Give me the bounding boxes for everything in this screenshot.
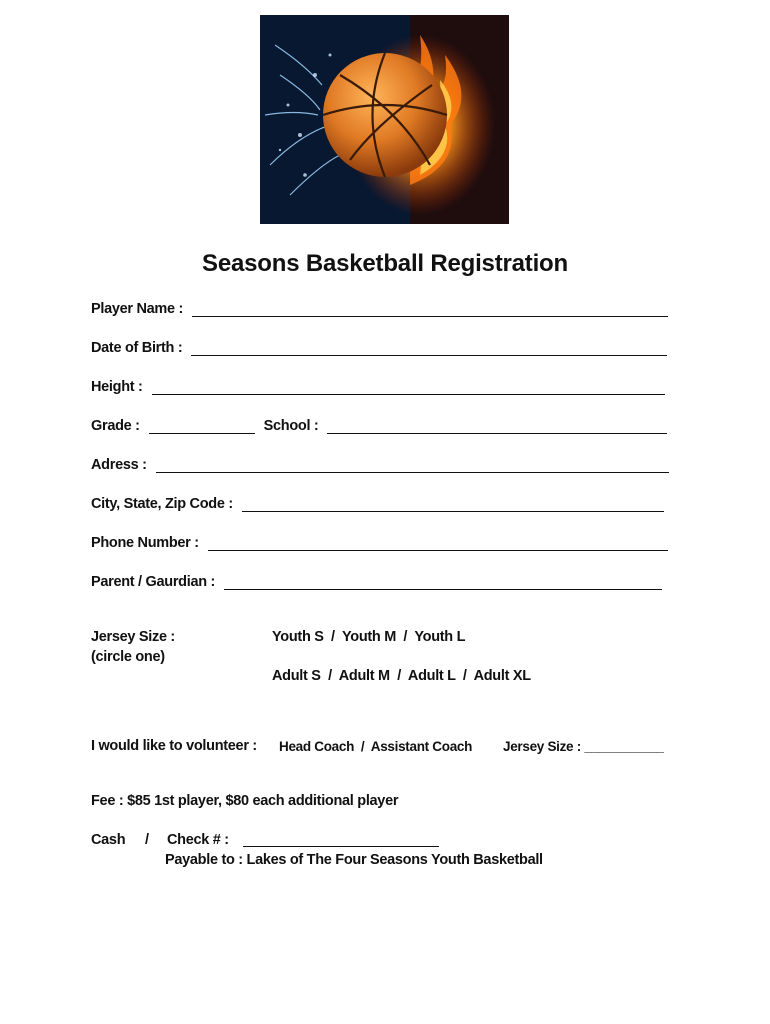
- height-field[interactable]: [152, 380, 665, 395]
- page-title: Seasons Basketball Registration: [202, 250, 568, 277]
- phone-row: [91, 531, 668, 551]
- address-label: Adress :: [91, 457, 147, 473]
- check-label: Check # :: [167, 832, 229, 848]
- parent-field[interactable]: [224, 575, 662, 590]
- city-field[interactable]: [242, 497, 664, 512]
- address-row: [91, 453, 669, 473]
- parent-label: Parent / Gaurdian :: [91, 574, 216, 590]
- address-field[interactable]: [156, 458, 669, 473]
- player-name-row: [91, 297, 668, 317]
- player-name-field[interactable]: [192, 302, 668, 317]
- city-row: [91, 492, 664, 512]
- payable-to-text: Payable to : Lakes of The Four Seasons Youth Basketball: [165, 852, 543, 868]
- payment-separator: /: [145, 832, 149, 848]
- dob-field[interactable]: [191, 341, 667, 356]
- grade-label: Grade :: [91, 418, 140, 434]
- basketball-logo-image: [260, 15, 509, 224]
- volunteer-jersey-size[interactable]: Jersey Size : ___________: [503, 739, 664, 754]
- jersey-hint: (circle one): [91, 649, 165, 665]
- parent-row: [91, 570, 662, 590]
- city-label: City, State, Zip Code :: [91, 496, 233, 512]
- cash-option[interactable]: Cash: [91, 832, 126, 848]
- dob-row: [91, 336, 667, 356]
- jersey-label: Jersey Size :: [91, 629, 175, 645]
- volunteer-label: I would like to volunteer :: [91, 738, 257, 754]
- height-label: Height :: [91, 379, 143, 395]
- jersey-youth-options[interactable]: Youth S / Youth M / Youth L: [272, 629, 466, 645]
- school-label: School :: [263, 418, 319, 434]
- fee-text: Fee : $85 1st player, $80 each additional player: [91, 793, 399, 809]
- phone-label: Phone Number :: [91, 535, 199, 551]
- dob-label: Date of Birth :: [91, 340, 183, 356]
- jersey-adult-options[interactable]: Adult S / Adult M / Adult L / Adult XL: [272, 668, 531, 684]
- player-name-label: Player Name :: [91, 301, 184, 317]
- height-row: [91, 375, 665, 395]
- grade-school-row: [91, 414, 667, 434]
- check-number-field[interactable]: [243, 832, 439, 847]
- phone-field[interactable]: [208, 536, 668, 551]
- volunteer-options[interactable]: Head Coach / Assistant Coach: [279, 739, 473, 754]
- grade-field[interactable]: [149, 419, 255, 434]
- school-field[interactable]: [327, 419, 667, 434]
- basketball-fire-water-graphic: [260, 15, 509, 224]
